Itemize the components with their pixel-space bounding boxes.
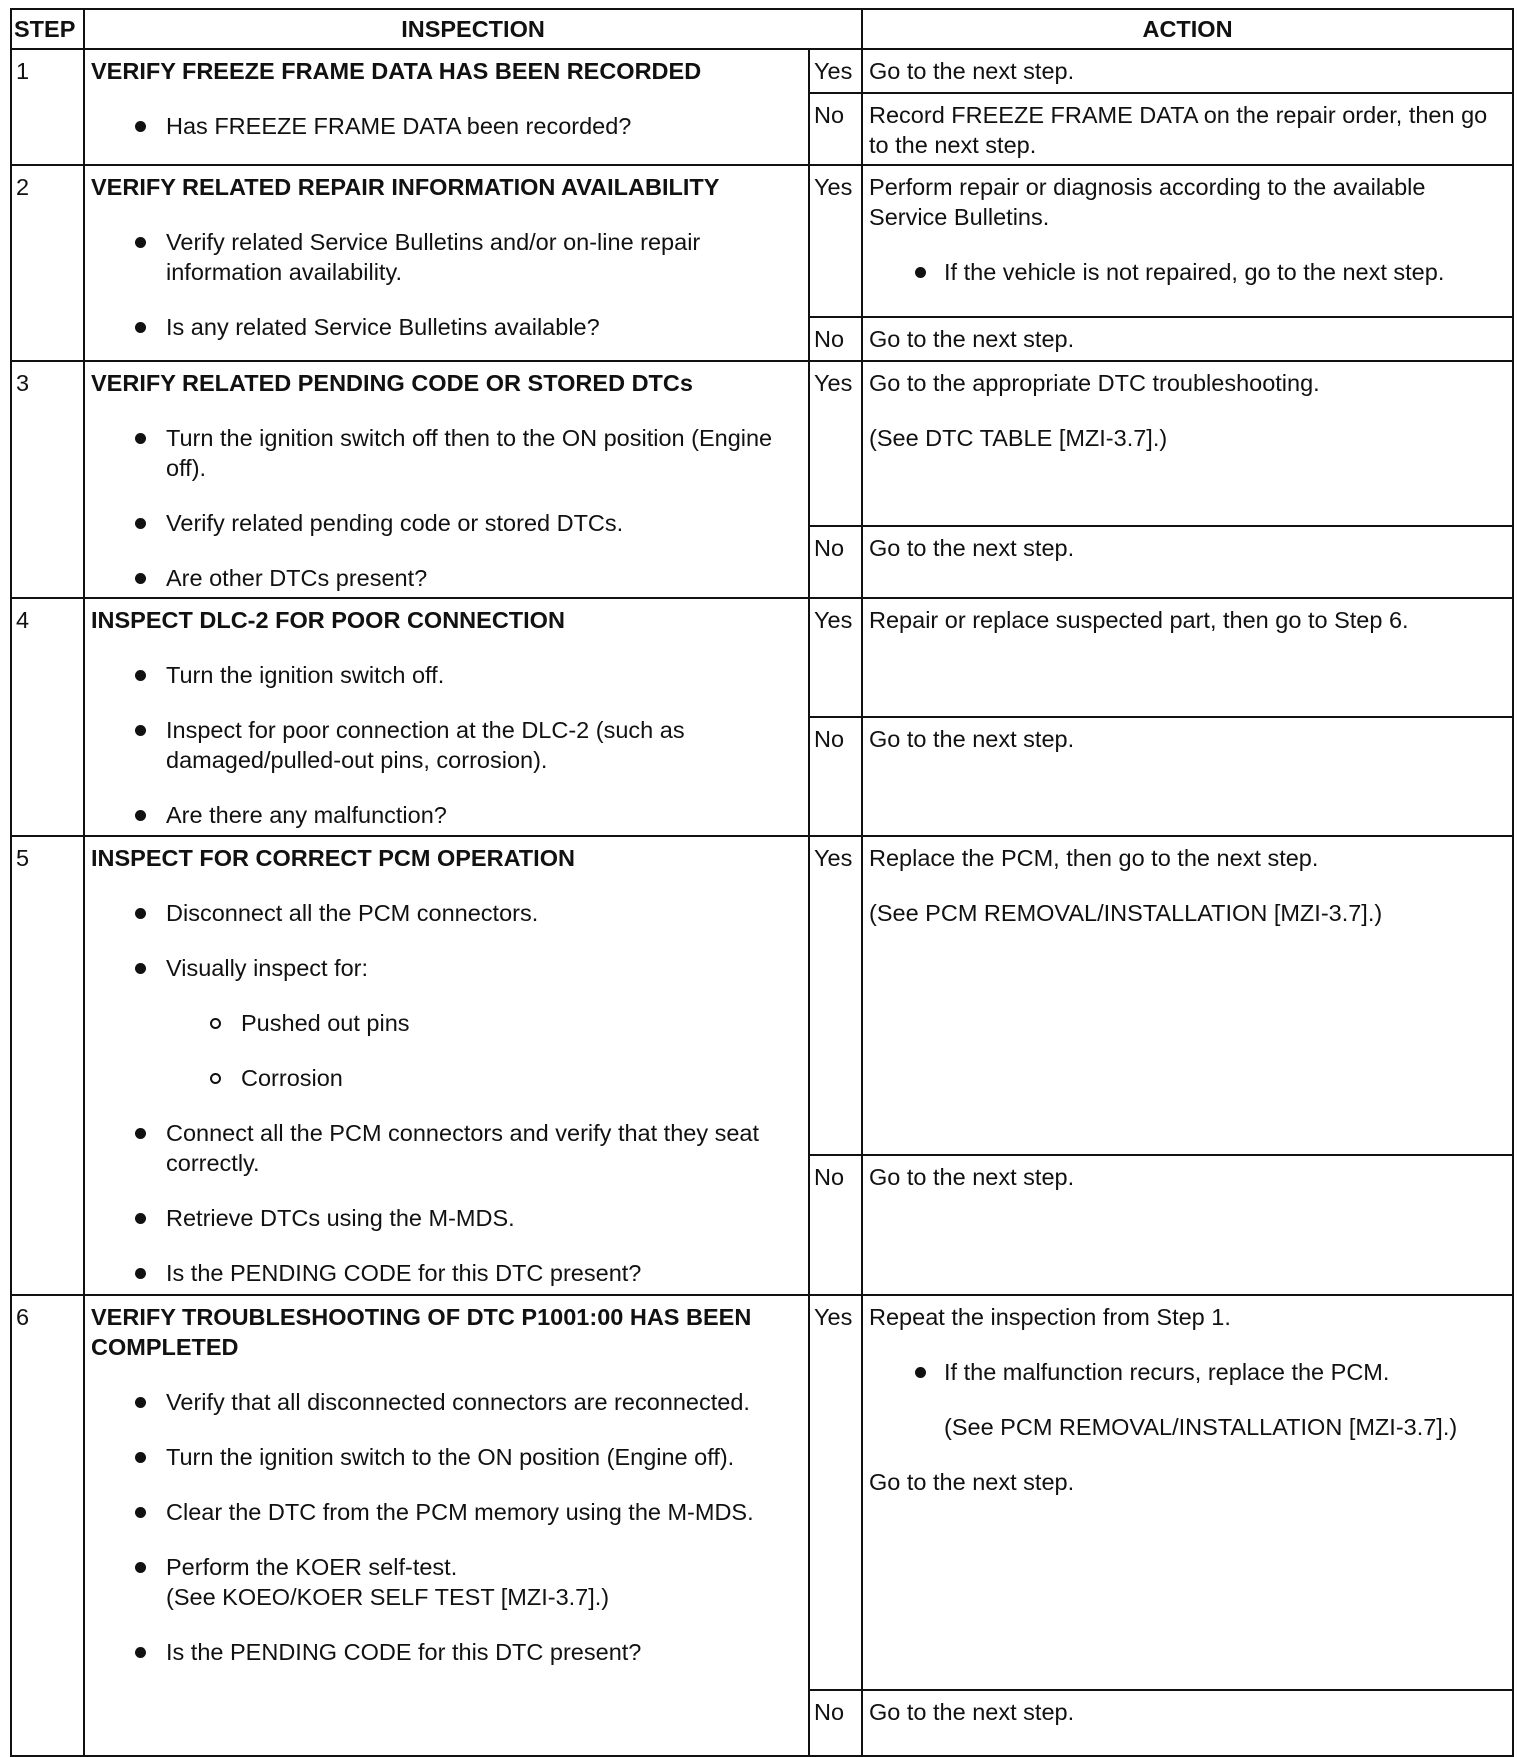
inspection-cell: [84, 165, 809, 361]
yes-action: [862, 49, 1513, 93]
inspection-cell: [84, 361, 809, 598]
step-number: 4: [11, 598, 84, 836]
yes-action: [862, 598, 1513, 717]
inspection-bullet: Perform the KOER self-test.: [91, 1552, 800, 1582]
yes-label: Yes: [809, 361, 862, 526]
step-number: 1: [11, 49, 84, 165]
action-text: Repeat the inspection from Step 1.: [869, 1304, 1231, 1330]
action-bullet: If the malfunction recurs, replace the PCM.: [869, 1357, 1504, 1387]
table-row: [11, 1295, 1513, 1690]
no-action: [862, 526, 1513, 598]
inspection-title: VERIFY FREEZE FRAME DATA HAS BEEN RECORDED: [91, 58, 702, 84]
no-action: [862, 717, 1513, 836]
step-number: 3: [11, 361, 84, 598]
inspection-title: INSPECT FOR CORRECT PCM OPERATION: [91, 845, 575, 871]
table-row: [11, 598, 1513, 717]
yes-label: Yes: [809, 598, 862, 717]
action-text: Repair or replace suspected part, then go to Step 6.: [869, 607, 1409, 633]
table-row: [11, 361, 1513, 526]
step-column-header: STEP: [11, 9, 84, 49]
inspection-bullet: Are there any malfunction?: [91, 800, 800, 830]
action-followup: Go to the next step.: [869, 1469, 1075, 1495]
inspection-cell: [84, 49, 809, 165]
diagnostic-procedure-table: [10, 8, 1512, 1741]
action-text: Go to the next step.: [869, 1699, 1075, 1725]
inspection-cell: [84, 836, 809, 1295]
yes-action: [862, 1295, 1513, 1690]
yes-label: Yes: [809, 836, 862, 1155]
inspection-title: VERIFY TROUBLESHOOTING OF DTC P1001:00 HAS BEEN COMPLETED: [91, 1304, 752, 1360]
action-reference: (See PCM REMOVAL/INSTALLATION [MZI-3.7].): [869, 900, 1383, 926]
no-label: No: [809, 317, 862, 361]
inspection-bullet: Turn the ignition switch off.: [91, 660, 800, 690]
action-text: Replace the PCM, then go to the next step.: [869, 845, 1319, 871]
table-row: [11, 836, 1513, 1155]
step-number: 2: [11, 165, 84, 361]
yes-action: [862, 836, 1513, 1155]
step-number: 6: [11, 1295, 84, 1756]
inspection-title: VERIFY RELATED PENDING CODE OR STORED DTCs: [91, 370, 693, 396]
inspection-bullet: Verify related Service Bulletins and/or on-line repair information availability.: [91, 227, 800, 287]
inspection-bullet: Verify that all disconnected connectors are reconnected.: [91, 1387, 800, 1417]
no-label: No: [809, 717, 862, 836]
inspection-bullet: Visually inspect for:: [91, 953, 800, 983]
no-label: No: [809, 526, 862, 598]
no-action: [862, 1690, 1513, 1756]
inspection-bullet: Are other DTCs present?: [91, 563, 800, 593]
action-reference: (See DTC TABLE [MZI-3.7].): [869, 425, 1168, 451]
table-row: [11, 165, 1513, 317]
inspection-column-header: INSPECTION: [84, 9, 862, 49]
action-text: Go to the next step.: [869, 535, 1075, 561]
inspection-bullet: Has FREEZE FRAME DATA been recorded?: [91, 111, 800, 141]
inspection-bullet: Turn the ignition switch to the ON position (Engine off).: [91, 1442, 800, 1472]
action-text: Record FREEZE FRAME DATA on the repair order, then go to the next step.: [869, 102, 1488, 158]
inspection-bullet: Retrieve DTCs using the M-MDS.: [91, 1203, 800, 1233]
yes-label: Yes: [809, 1295, 862, 1690]
action-text: Go to the next step.: [869, 326, 1075, 352]
action-text: Go to the next step.: [869, 726, 1075, 752]
inspection-title: VERIFY RELATED REPAIR INFORMATION AVAILABILITY: [91, 174, 720, 200]
inspection-cell: [84, 1295, 809, 1756]
inspection-title: INSPECT DLC-2 FOR POOR CONNECTION: [91, 607, 565, 633]
action-reference: (See PCM REMOVAL/INSTALLATION [MZI-3.7].): [944, 1414, 1458, 1440]
action-text: Perform repair or diagnosis according to the available Service Bulletins.: [869, 174, 1426, 230]
inspection-bullet: Clear the DTC from the PCM memory using the M-MDS.: [91, 1497, 800, 1527]
action-bullet: If the vehicle is not repaired, go to the next step.: [869, 257, 1504, 287]
inspection-bullet: Is any related Service Bulletins available?: [91, 312, 800, 342]
action-text: Go to the next step.: [869, 58, 1075, 84]
inspection-bullet: Verify related pending code or stored DTCs.: [91, 508, 800, 538]
inspection-reference: (See KOEO/KOER SELF TEST [MZI-3.7].): [166, 1584, 610, 1610]
no-action: [862, 317, 1513, 361]
action-text: Go to the next step.: [869, 1164, 1075, 1190]
step-number: 5: [11, 836, 84, 1295]
yes-label: Yes: [809, 49, 862, 93]
table-row: [11, 49, 1513, 93]
no-label: No: [809, 1155, 862, 1295]
action-text: Go to the appropriate DTC troubleshooting.: [869, 370, 1320, 396]
header-row: [11, 9, 1513, 49]
no-action: [862, 93, 1513, 165]
action-column-header: ACTION: [862, 9, 1513, 49]
inspection-bullet: Connect all the PCM connectors and verify that they seat correctly.: [91, 1118, 800, 1178]
yes-action: [862, 165, 1513, 317]
inspection-bullet: Is the PENDING CODE for this DTC present?: [91, 1258, 800, 1288]
no-label: No: [809, 1690, 862, 1756]
inspection-sub-bullet: Pushed out pins: [91, 1008, 800, 1038]
inspection-bullet: Disconnect all the PCM connectors.: [91, 898, 800, 928]
yes-label: Yes: [809, 165, 862, 317]
inspection-bullet: Is the PENDING CODE for this DTC present?: [91, 1637, 800, 1667]
no-label: No: [809, 93, 862, 165]
inspection-bullet: Turn the ignition switch off then to the ON position (Engine off).: [91, 423, 800, 483]
yes-action: [862, 361, 1513, 526]
no-action: [862, 1155, 1513, 1295]
inspection-bullet: Inspect for poor connection at the DLC-2 (such as damaged/pulled-out pins, corrosion).: [91, 715, 800, 775]
inspection-sub-bullet: Corrosion: [91, 1063, 800, 1093]
inspection-cell: [84, 598, 809, 836]
